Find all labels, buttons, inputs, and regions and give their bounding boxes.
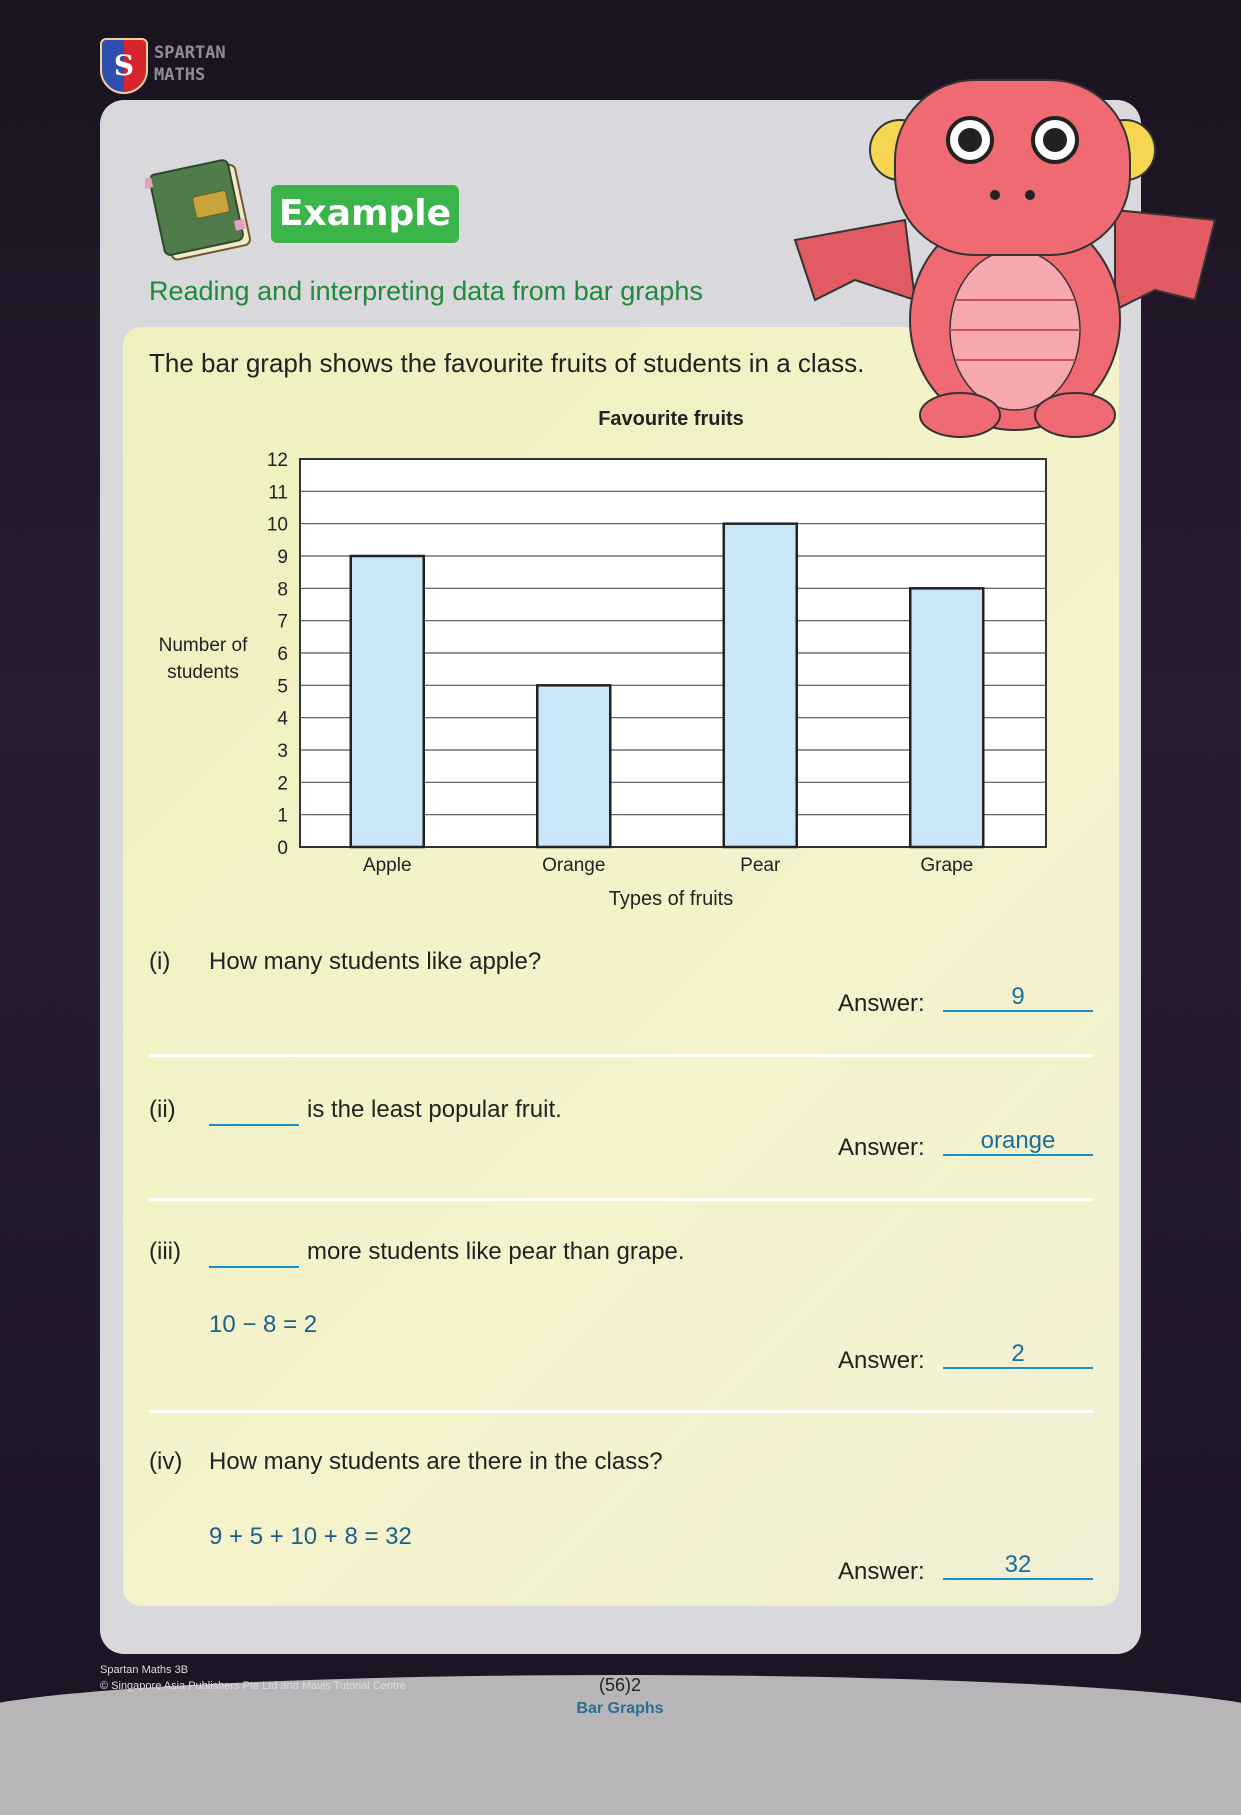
x-axis-label: Types of fruits — [608, 888, 734, 910]
x-tick-label: Apple — [362, 855, 412, 876]
question-number: (i) — [149, 948, 171, 975]
question-number: (ii) — [149, 1096, 176, 1123]
question-text: is the least popular fruit. — [209, 1096, 562, 1126]
y-tick-label: 4 — [277, 708, 288, 730]
page-number: (56)2 — [598, 1675, 642, 1695]
answer-label: Answer: — [838, 1347, 925, 1374]
book-icon — [145, 157, 263, 263]
divider — [149, 1410, 1093, 1413]
section-title: Bar Graphs — [576, 1700, 664, 1717]
footer-background — [0, 1675, 1241, 1815]
y-tick-label: 2 — [277, 773, 288, 795]
divider — [149, 1198, 1093, 1201]
answer-label: Answer: — [838, 990, 925, 1017]
answer-label: Answer: — [838, 1558, 925, 1585]
y-tick-label: 10 — [266, 514, 288, 536]
question-number: (iv) — [149, 1448, 183, 1475]
answer-value: 2 — [943, 1341, 1093, 1369]
copyright: © Singapore Asia Publishers Pte Ltd and Mavis Tutorial Centre — [100, 1680, 406, 1692]
logo-text-2: MATHS — [154, 65, 206, 85]
answer-blank — [209, 1238, 299, 1268]
answer-value: orange — [943, 1128, 1093, 1156]
bar-grape — [910, 588, 983, 847]
bar-orange — [537, 685, 610, 847]
y-tick-label: 5 — [277, 676, 288, 698]
y-tick-label: 9 — [277, 547, 288, 568]
footer-credits — [100, 1662, 406, 1694]
dragon-mascot — [785, 70, 1230, 440]
y-tick-label: 1 — [277, 805, 288, 827]
x-tick-label: Orange — [542, 855, 606, 876]
answer-value: 9 — [943, 984, 1093, 1012]
bar-pear — [724, 524, 797, 847]
question-text: How many students like apple? — [209, 948, 542, 975]
question-text: How many students are there in the class? — [209, 1448, 663, 1475]
y-tick-label: 6 — [277, 644, 288, 665]
answer-value: 32 — [943, 1552, 1093, 1580]
example-badge: Example — [271, 185, 459, 243]
chart-title: Favourite fruits — [598, 408, 744, 430]
question-text: more students like pear than grape. — [209, 1238, 685, 1268]
logo-text-1: SPARTAN — [154, 43, 226, 63]
divider — [149, 1054, 1093, 1057]
y-tick-label: 8 — [277, 579, 288, 601]
subtitle: Reading and interpreting data from bar graphs — [149, 276, 703, 306]
y-tick-label: 12 — [266, 450, 288, 471]
y-axis-label-1: Number of — [158, 635, 248, 656]
shield-icon: S — [100, 38, 148, 94]
y-axis-label-2: students — [167, 662, 239, 683]
x-tick-label: Grape — [920, 855, 974, 876]
y-tick-label: 11 — [268, 482, 288, 504]
answer-blank — [209, 1096, 299, 1126]
bar-chart — [130, 400, 1080, 920]
y-tick-label: 0 — [277, 838, 288, 859]
working: 10 − 8 = 2 — [209, 1311, 318, 1338]
answer-label: Answer: — [838, 1134, 925, 1161]
question-number: (iii) — [149, 1238, 181, 1265]
intro-text: The bar graph shows the favourite fruits of students in a class. — [149, 348, 865, 378]
x-tick-label: Pear — [740, 855, 781, 876]
spartan-maths-logo — [100, 38, 230, 94]
bar-apple — [351, 556, 424, 847]
book-title: Spartan Maths 3B — [100, 1664, 189, 1676]
y-tick-label: 7 — [277, 611, 288, 633]
working: 9 + 5 + 10 + 8 = 32 — [209, 1523, 412, 1550]
y-tick-label: 3 — [277, 741, 288, 762]
